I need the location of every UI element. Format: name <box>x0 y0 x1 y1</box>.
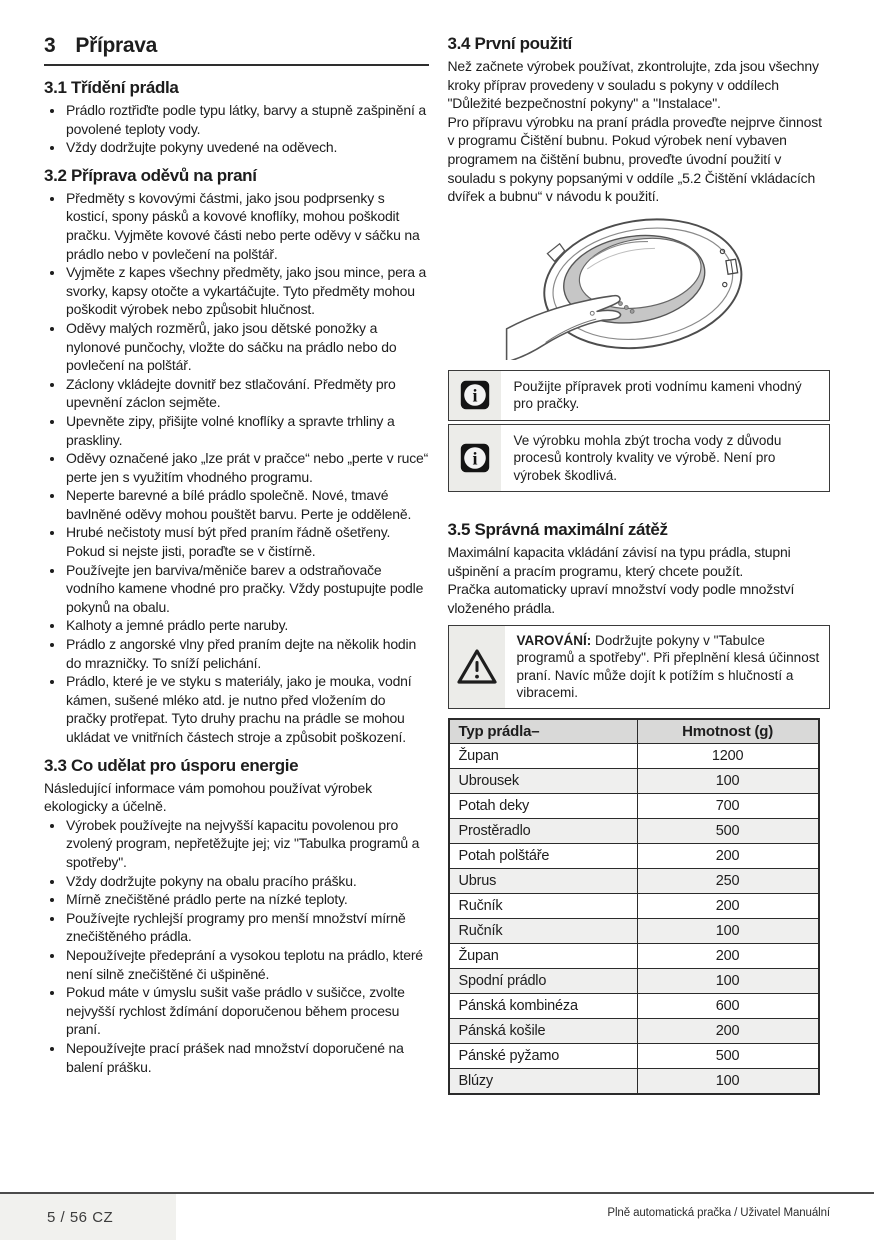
table-row <box>449 944 819 969</box>
chapter-title: Příprava <box>75 34 158 57</box>
laundry-type-cell: Ručník <box>449 894 638 919</box>
svg-text:i: i <box>471 448 478 469</box>
svg-text:i: i <box>471 385 478 406</box>
table-row <box>449 1069 819 1094</box>
bullet-item: • Mírně znečištěné prádlo perte na nízké teploty. <box>65 890 429 909</box>
warning-icon-strip <box>449 626 505 708</box>
info-icon-strip <box>449 371 501 420</box>
weight-cell: 1200 <box>637 744 818 769</box>
table-row <box>449 744 819 769</box>
weight-cell: 100 <box>637 1069 818 1094</box>
bullet-item: • Záclony vkládejte dovnitř bez stlačování. Předměty pro upevnění záclon sejměte. <box>65 375 429 412</box>
laundry-type-cell: Pánská košile <box>449 1019 638 1044</box>
section-3-3-bullets <box>44 816 429 1076</box>
bullet-item: • Předměty s kovovými částmi, jako jsou podprsenky s kosticí, spony pásků a kovové knoflíky, mohou poškodit pračku. Vyjměte kovové části nebo perte oděvy v sáčku na prádlo nebo v povlečení na polštář. <box>65 189 429 263</box>
laundry-type-cell: Potah deky <box>449 794 638 819</box>
laundry-type-cell: Župan <box>449 744 638 769</box>
bullet-item: • Vždy dodržujte pokyny uvedené na oděvech. <box>65 138 429 157</box>
section-3-3-intro: Následující informace vám pomohou používat výrobek ekologicky a účelně. <box>44 779 372 815</box>
section-3-5-paragraph-1: Maximální kapacita vkládání závisí na typu prádla, stupni ušpinění a pracím programu, který chcete použít. <box>447 544 791 579</box>
laundry-type-cell: Ručník <box>449 919 638 944</box>
bullet-item: • Hrubé nečistoty musí být před praním řádně ošetřeny. Pokud si nejste jisti, poraďte se v čistírně. <box>65 523 429 560</box>
laundry-type-cell: Pánské pyžamo <box>449 1044 638 1069</box>
weight-cell: 500 <box>637 819 818 844</box>
washer-door-illustration <box>503 214 773 360</box>
bullet-item: • Nepoužívejte předeprání a vysokou teplotu na prádlo, které není silně znečištěné či ušpiněné. <box>65 946 429 983</box>
table-row <box>449 769 819 794</box>
bullet-item: • Prádlo roztřiďte podle typu látky, barvy a stupně zašpinění a povolené teploty vody. <box>65 101 429 138</box>
table-row <box>449 1019 819 1044</box>
table-header-row <box>449 719 819 744</box>
weight-cell: 200 <box>637 944 818 969</box>
section-3-1-bullets <box>44 101 429 157</box>
info-icon-strip <box>449 425 501 492</box>
weight-cell: 250 <box>637 869 818 894</box>
table-row <box>449 819 819 844</box>
left-column <box>44 34 429 1095</box>
bullet-item: • Nepoužívejte prací prášek nad množství doporučené na balení prášku. <box>65 1039 429 1076</box>
warning-box <box>448 625 831 709</box>
bullet-item: • Používejte rychlejší programy pro menší množství mírně znečištěného prádla. <box>65 909 429 946</box>
laundry-type-cell: Prostěradlo <box>449 819 638 844</box>
laundry-type-cell: Pánská kombinéza <box>449 994 638 1019</box>
info-icon <box>460 380 490 410</box>
info-box-text: Použijte přípravek proti vodnímu kameni vhodný pro pračky. <box>513 378 802 412</box>
section-3-4-paragraph-2: Pro přípravu výrobku na praní prádla proveďte nejprve činnost v programu Čištění bubnu. Pokud výrobek není vybaven programem na čištění bubnu, proveďte úvodní použití v souladu s pokyny popsanými v oddíle „5.2 Čištění vkládacích dvířek a bubnu“ v návodu k použití. <box>447 113 822 205</box>
laundry-type-cell: Ubrousek <box>449 769 638 794</box>
table-row <box>449 844 819 869</box>
section-3-5-heading: 3.5 Správná maximální zátěž <box>447 520 668 540</box>
washer-door-drawing <box>503 214 773 360</box>
weight-cell: 200 <box>637 894 818 919</box>
bullet-item: • Vždy dodržujte pokyny na obalu pracího prášku. <box>65 872 429 891</box>
bullet-item: • Neperte barevné a bílé prádlo společně. Nové, tmavé bavlněné oděvy mohou pouštět barvu. Perte je odděleně. <box>65 486 429 523</box>
bullet-item: • Vyjměte z kapes všechny předměty, jako jsou mince, pera a svorky, kapsy otočte a vykartáčujte. Tyto předměty mohou poškodit výrobek nebo způsobit hlučnost. <box>65 263 429 319</box>
weight-cell: 100 <box>637 969 818 994</box>
info-icon <box>460 443 490 473</box>
warning-text <box>505 626 830 708</box>
chapter-heading <box>44 34 429 66</box>
table-row <box>449 869 819 894</box>
info-box-text: Ve výrobku mohla zbýt trocha vody z důvodu procesů kontroly kvality ve výrobě. Není pro výrobek škodlivá. <box>513 432 782 483</box>
right-column <box>448 34 831 1095</box>
warning-triangle-icon <box>456 648 498 686</box>
warning-body: Dodržujte pokyny v "Tabulce programů a spotřeby". Při přeplnění klesá účinnost praní. Navíc může dojít k potížím s hlučností a vibracemi. <box>516 632 820 701</box>
weight-cell: 700 <box>637 794 818 819</box>
laundry-type-cell: Blúzy <box>449 1069 638 1094</box>
weight-cell: 100 <box>637 769 818 794</box>
page-footer <box>0 1194 874 1240</box>
section-3-4-heading: 3.4 První použití <box>447 34 572 53</box>
weight-cell: 200 <box>637 844 818 869</box>
section-3-2-heading: 3.2 Příprava oděvů na praní <box>44 165 257 185</box>
laundry-type-cell: Spodní prádlo <box>449 969 638 994</box>
section-3-4-paragraph-1: Než začnete výrobek používat, zkontrolujte, zda jsou všechny kroky příprav provedeny v souladu s pokyny v oddílech "Důležité bezpečnostní pokyny" a "Instalace". <box>447 58 819 112</box>
max-load-table <box>448 718 820 1095</box>
section-3-5-paragraph-2: Pračka automaticky upraví množství vody podle množství vloženého prádla. <box>447 581 795 617</box>
table-row <box>449 794 819 819</box>
document-title: Plně automatická pračka / Uživatel Manuální <box>607 1207 830 1219</box>
chapter-number: 3 <box>44 34 56 57</box>
section-3-3-heading: 3.3 Co udělat pro úsporu energie <box>44 755 299 775</box>
weight-cell: 100 <box>637 919 818 944</box>
bullet-item: • Oděvy označené jako „lze prát v pračce“ nebo „perte v ruce“ perte jen s využitím vhodného programu. <box>65 449 429 486</box>
column-header-weight: Hmotnost (g) <box>637 719 818 744</box>
table-body <box>449 744 819 1094</box>
bullet-item: • Kalhoty a jemné prádlo perte naruby. <box>65 616 429 635</box>
laundry-type-cell: Župan <box>449 944 638 969</box>
bullet-item: • Prádlo z angorské vlny před praním dejte na několik hodin do mrazničky. To sníží pelichání. <box>65 635 429 672</box>
table-row <box>449 1044 819 1069</box>
bullet-item: • Výrobek používejte na nejvyšší kapacitu povolenou pro zvolený program, nepřetěžujte jej; viz "Tabulka programů a spotřeby". <box>65 816 429 872</box>
bullet-item: • Používejte jen barviva/měniče barev a odstraňovače vodního kamene vhodné pro pračky. Vždy postupujte podle pokynů na obalu. <box>65 561 429 617</box>
warning-label: VAROVÁNÍ: <box>516 632 592 648</box>
table-row <box>449 969 819 994</box>
table-row <box>449 994 819 1019</box>
section-3-2-bullets <box>44 189 429 747</box>
bullet-item: • Pokud máte v úmyslu sušit vaše prádlo v sušičce, zvolte nejvyšší rychlost ždímání doporučenou během procesu praní. <box>65 983 429 1039</box>
bullet-item: • Prádlo, které je ve styku s materiály, jako je mouka, vodní kámen, sušené mléko atd. je nutno před vložením do pračky protřepat. Tyto druhy prachu na prádle se mohou ukládat ve vnitřních částech stroje a způsobit poškození. <box>65 672 429 746</box>
laundry-type-cell: Ubrus <box>449 869 638 894</box>
section-3-1-heading: 3.1 Třídění prádla <box>44 78 179 97</box>
table-row <box>449 894 819 919</box>
bullet-item: • Upevněte zipy, přišijte volné knoflíky a spravte trhliny a praskliny. <box>65 412 429 449</box>
info-box-descaler <box>448 370 831 421</box>
page-number: 5 / 56 CZ <box>0 1194 176 1240</box>
table-row <box>449 919 819 944</box>
column-header-laundry-type: Typ prádla– <box>449 719 638 744</box>
weight-cell: 500 <box>637 1044 818 1069</box>
info-box-residual-water <box>448 424 831 493</box>
bullet-item: • Oděvy malých rozměrů, jako jsou dětské ponožky a nylonové punčochy, vložte do sáčku na prádlo nebo do povlečení na polštář. <box>65 319 429 375</box>
laundry-type-cell: Potah polštáře <box>449 844 638 869</box>
weight-cell: 200 <box>637 1019 818 1044</box>
weight-cell: 600 <box>637 994 818 1019</box>
